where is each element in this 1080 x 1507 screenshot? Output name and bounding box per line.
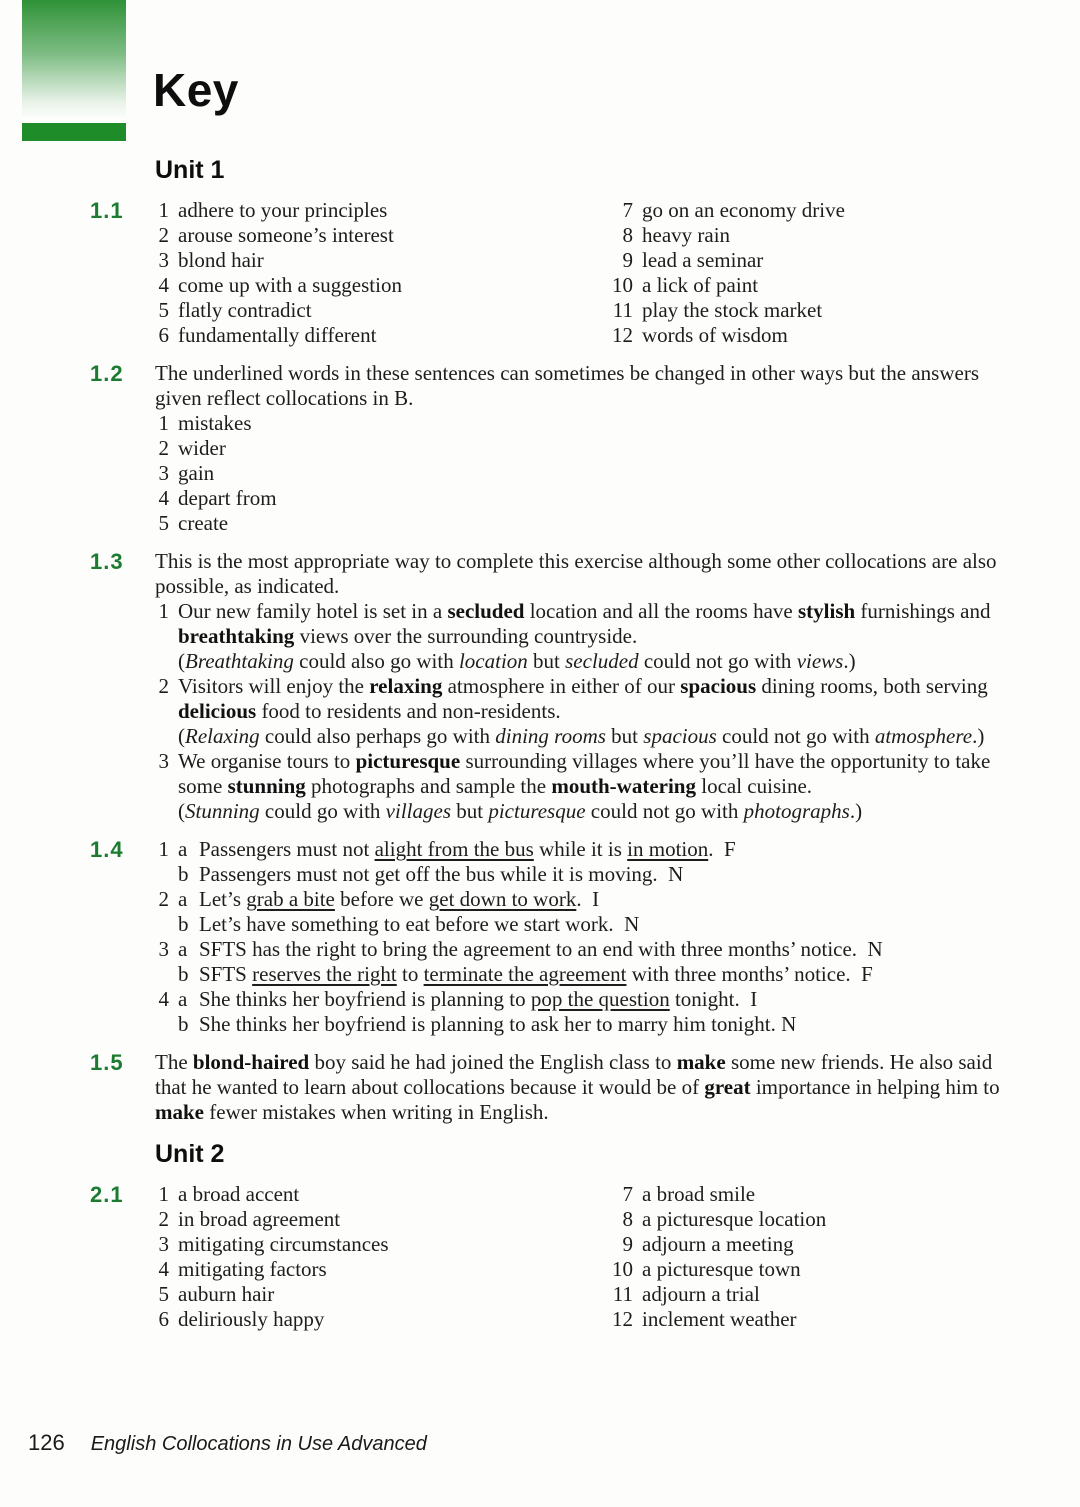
answer-item [155, 273, 607, 298]
item-number: 2 [158, 436, 169, 460]
item-number: 11 [612, 1282, 633, 1306]
exercise-1-1 [90, 198, 1020, 348]
item-number: 2 [158, 887, 169, 911]
item-text: blond hair [178, 248, 264, 272]
footer-page-number: 126 [28, 1430, 65, 1455]
item-sentence: She thinks her boyfriend is planning to pop the question tonight. I [199, 987, 758, 1011]
sub-item-letter: a [178, 837, 188, 861]
answer-item [155, 937, 1017, 987]
item-number: 3 [158, 937, 169, 961]
item-text: mitigating circumstances [178, 1232, 389, 1256]
item-text: wider [178, 436, 226, 460]
answer-column-left [155, 1182, 607, 1332]
item-sentence: We organise tours to picturesque surrounding villages where you’ll have the opportunity to take some stunning photographs and sample the mouth-watering local cuisine. [178, 749, 991, 798]
item-text: heavy rain [642, 223, 731, 247]
answer-column-left [155, 198, 607, 348]
sub-item-letter: b [178, 912, 189, 936]
item-text: auburn hair [178, 1282, 275, 1306]
item-note: (Relaxing could also perhaps go with dining rooms but spacious could not go with atmosphere.) [178, 724, 985, 748]
item-text: come up with a suggestion [178, 273, 402, 297]
item-number: 2 [158, 223, 169, 247]
item-number: 2 [158, 1207, 169, 1231]
answer-column-right [607, 198, 1017, 348]
item-number: 4 [158, 486, 169, 510]
sub-item-letter: b [178, 1012, 189, 1036]
answer-item [155, 1257, 607, 1282]
item-sentence: Visitors will enjoy the relaxing atmosphere in either of our spacious dining rooms, both serving delicious food to residents and non-residents. [178, 674, 988, 723]
answer-item [155, 223, 607, 248]
exercise-1-3 [90, 549, 1020, 824]
item-text: create [178, 511, 229, 535]
exercise-1-5-label: 1.5 [90, 1050, 124, 1075]
unit-2-heading: Unit 2 [155, 1140, 225, 1168]
item-text: gain [178, 461, 215, 485]
answer-item [155, 323, 607, 348]
answer-item [155, 987, 1017, 1037]
green-gradient-block [22, 0, 126, 121]
answer-item [607, 198, 1017, 223]
item-text: play the stock market [642, 298, 823, 322]
answer-item [607, 1232, 1017, 1257]
page-footer [28, 1430, 427, 1456]
item-text: adjourn a trial [642, 1282, 760, 1306]
item-number: 3 [158, 461, 169, 485]
item-note: (Breathtaking could also go with location but secluded could not go with views.) [178, 649, 856, 673]
answer-item [607, 223, 1017, 248]
item-number: 1 [158, 411, 169, 435]
item-note: (Stunning could go with villages but picturesque could not go with photographs.) [178, 799, 863, 823]
item-number: 10 [612, 1257, 633, 1281]
item-text: go on an economy drive [642, 198, 845, 222]
exercise-2-1-label: 2.1 [90, 1182, 124, 1207]
answer-item [155, 1282, 607, 1307]
item-number: 3 [158, 1232, 169, 1256]
sub-item-b [178, 912, 1017, 937]
item-number: 8 [622, 1207, 633, 1231]
exercise-1-3-label: 1.3 [90, 549, 124, 574]
item-sentence: Let’s have something to eat before we start work. N [199, 912, 640, 936]
item-number: 7 [622, 198, 633, 222]
item-text: fundamentally different [178, 323, 377, 347]
answer-item [607, 1257, 1017, 1282]
answer-item [607, 248, 1017, 273]
item-text: a lick of paint [642, 273, 759, 297]
sub-item-letter: a [178, 937, 188, 961]
item-number: 2 [158, 674, 169, 698]
item-sentence: Passengers must not get off the bus while it is moving. N [199, 862, 684, 886]
answer-item [155, 837, 1017, 887]
sub-item-letter: b [178, 962, 189, 986]
item-number: 1 [158, 837, 169, 861]
answer-item [607, 1182, 1017, 1207]
answer-item [155, 411, 1017, 436]
item-number: 9 [622, 1232, 633, 1256]
exercise-intro: This is the most appropriate way to complete this exercise although some other collocations are also possible, as indicated. [155, 549, 997, 598]
answer-item [155, 511, 1017, 536]
item-number: 3 [158, 749, 169, 773]
answer-item [155, 248, 607, 273]
unit-1-heading: Unit 1 [155, 156, 225, 184]
item-number: 12 [612, 323, 633, 347]
item-number: 3 [158, 248, 169, 272]
sub-item-a [178, 987, 1017, 1012]
answer-column-right [607, 1182, 1017, 1332]
item-number: 6 [158, 1307, 169, 1331]
answer-item [607, 298, 1017, 323]
answer-item [607, 1207, 1017, 1232]
item-number: 8 [622, 223, 633, 247]
exercise-2-1 [90, 1182, 1020, 1332]
sub-item-letter: b [178, 862, 189, 886]
item-text: flatly contradict [178, 298, 312, 322]
answer-item [155, 599, 1017, 674]
item-number: 5 [158, 511, 169, 535]
item-number: 1 [158, 599, 169, 623]
sub-item-b [178, 962, 1017, 987]
item-text: mitigating factors [178, 1257, 327, 1281]
item-text: inclement weather [642, 1307, 797, 1331]
page-title: Key [153, 64, 239, 116]
item-sentence: She thinks her boyfriend is planning to ask her to marry him tonight. N [199, 1012, 797, 1036]
answer-item [155, 1182, 607, 1207]
item-sentence: Our new family hotel is set in a secluded location and all the rooms have stylish furnishings and breathtaking views over the surrounding countryside. [178, 599, 991, 648]
answer-item [155, 1207, 607, 1232]
sub-item-letter: a [178, 987, 188, 1011]
page-corner-decoration [22, 0, 126, 141]
answer-item [155, 749, 1017, 824]
item-number: 12 [612, 1307, 633, 1331]
exercise-1-4 [90, 837, 1020, 1037]
item-text: adhere to your principles [178, 198, 388, 222]
exercise-1-2 [90, 361, 1020, 536]
answer-item [155, 198, 607, 223]
key-content [90, 156, 1020, 1345]
item-number: 4 [158, 273, 169, 297]
item-number: 4 [158, 987, 169, 1011]
item-text: in broad agreement [178, 1207, 341, 1231]
answer-item [155, 1232, 607, 1257]
answer-item [155, 674, 1017, 749]
sub-item-a [178, 937, 1017, 962]
item-text: adjourn a meeting [642, 1232, 794, 1256]
item-number: 9 [622, 248, 633, 272]
item-text: arouse someone’s interest [178, 223, 394, 247]
item-number: 1 [158, 1182, 169, 1206]
item-text: a broad smile [642, 1182, 756, 1206]
item-text: mistakes [178, 411, 252, 435]
item-text: depart from [178, 486, 277, 510]
sub-item-a [178, 887, 1017, 912]
item-text: deliriously happy [178, 1307, 325, 1331]
item-number: 5 [158, 1282, 169, 1306]
answer-item [155, 298, 607, 323]
item-sentence: SFTS reserves the right to terminate the agreement with three months’ notice. F [199, 962, 873, 986]
item-text: lead a seminar [642, 248, 764, 272]
sub-item-letter: a [178, 887, 188, 911]
item-text: words of wisdom [642, 323, 788, 347]
answer-item [607, 1282, 1017, 1307]
item-number: 4 [158, 1257, 169, 1281]
item-sentence: SFTS has the right to bring the agreement to an end with three months’ notice. N [199, 937, 883, 961]
exercise-1-1-label: 1.1 [90, 198, 124, 223]
item-number: 7 [622, 1182, 633, 1206]
item-number: 5 [158, 298, 169, 322]
sub-item-b [178, 1012, 1017, 1037]
exercise-intro: The underlined words in these sentences can sometimes be changed in other ways but the answers given reflect collocations in B. [155, 361, 980, 410]
answer-item [607, 323, 1017, 348]
exercise-paragraph: The blond-haired boy said he had joined the English class to make some new friends. He also said that he wanted to learn about collocations because it would be of great importance in helping him to make fewer mistakes when writing in English. [155, 1050, 1000, 1124]
green-bar [22, 123, 126, 141]
footer-book-title: English Collocations in Use Advanced [90, 1433, 427, 1455]
exercise-1-2-label: 1.2 [90, 361, 124, 386]
item-number: 1 [158, 198, 169, 222]
sub-item-a [178, 837, 1017, 862]
item-sentence: Passengers must not alight from the bus while it is in motion. F [199, 837, 736, 861]
answer-item [607, 1307, 1017, 1332]
item-text: a picturesque town [642, 1257, 801, 1281]
answer-item [607, 273, 1017, 298]
exercise-1-5 [90, 1050, 1020, 1125]
item-number: 11 [612, 298, 633, 322]
item-sentence: Let’s grab a bite before we get down to work. I [199, 887, 600, 911]
answer-item [155, 436, 1017, 461]
sub-item-b [178, 862, 1017, 887]
item-number: 10 [612, 273, 633, 297]
answer-item [155, 461, 1017, 486]
answer-item [155, 887, 1017, 937]
item-text: a picturesque location [642, 1207, 827, 1231]
item-text: a broad accent [178, 1182, 300, 1206]
answer-item [155, 1307, 607, 1332]
answer-item [155, 486, 1017, 511]
item-number: 6 [158, 323, 169, 347]
exercise-1-4-label: 1.4 [90, 837, 124, 862]
